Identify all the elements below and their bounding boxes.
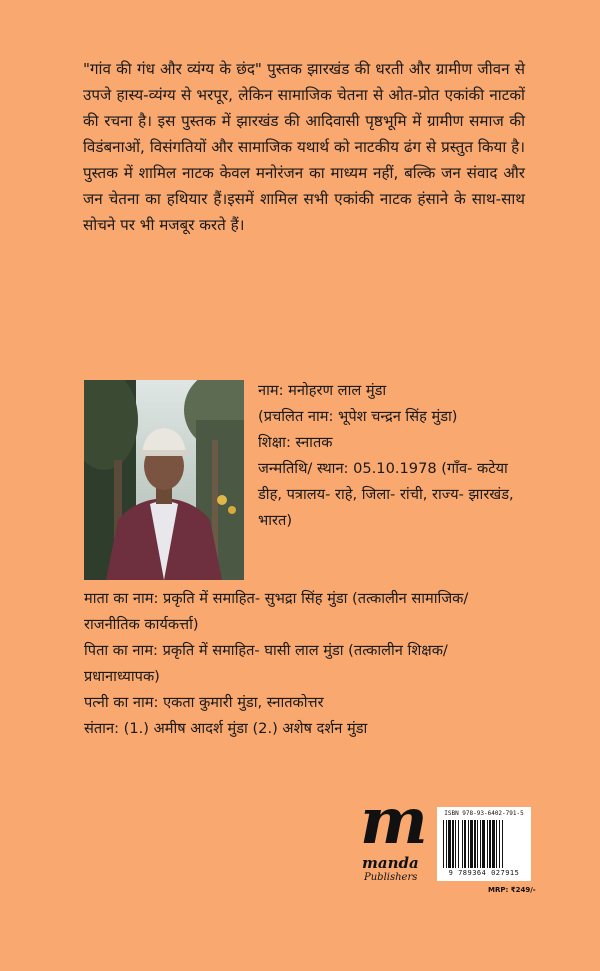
publisher-logo	[350, 784, 430, 890]
author-popular-name: (प्रचलित नाम: भूपेश चन्द्रन सिंह मुंडा)	[258, 408, 458, 425]
barcode-bar	[464, 820, 466, 868]
barcode-bars	[443, 820, 525, 868]
barcode-digits: 9 789364 027915	[448, 869, 520, 877]
author-wife: पत्नी का नाम: एकता कुमारी मुंडा, स्नातकोत्तर	[84, 694, 324, 711]
isbn-barcode	[437, 807, 531, 881]
barcode-bar	[452, 820, 454, 868]
author-mother: माता का नाम: प्रकृति में समाहित- सुभद्रा सिंह मुंडा (तत्कालीन सामाजिक/ राजनीतिक कार्यकर्त्ता)	[84, 590, 469, 633]
barcode-bar	[492, 820, 495, 868]
author-birth: जन्मतिथि/ स्थान: 05.10.1978 (गाँव- कटेया डीह, पत्रालय- राहे, जिला- रांची, राज्य- झारखंड, भारत)	[258, 460, 514, 529]
barcode-bar	[480, 820, 481, 868]
barcode-bar	[489, 820, 491, 868]
barcode-bar	[502, 820, 503, 868]
author-name: नाम: मनोहरण लाल मुंडा	[258, 382, 387, 399]
author-father: पिता का नाम: प्रकृति में समाहित- घासी लाल मुंडा (तत्कालीन शिक्षक/ प्रधानाध्यापक)	[84, 642, 448, 685]
barcode-bar	[470, 820, 473, 868]
barcode-bar	[499, 820, 500, 868]
barcode-bar	[482, 820, 485, 868]
barcode-bar	[477, 820, 478, 868]
isbn-text: ISBN 978-93-6402-791-5	[444, 810, 524, 817]
barcode-bar	[474, 820, 476, 868]
author-bio-top	[258, 378, 528, 534]
barcode-bar	[458, 820, 459, 868]
author-photo	[84, 380, 244, 580]
publisher-logo-letter: m	[360, 784, 428, 859]
barcode-bar	[462, 820, 463, 868]
barcode-bar	[487, 820, 488, 868]
barcode-bar	[468, 820, 469, 868]
author-bio-bottom	[84, 586, 528, 742]
barcode-bar	[496, 820, 497, 868]
author-education: शिक्षा: स्नातक	[258, 434, 333, 451]
barcode-bar	[446, 820, 447, 868]
author-children: संतान: (1.) अमीष आदर्श मुंडा (2.) अशेष दर्शन मुंडा	[84, 720, 368, 737]
price-label: MRP: ₹249/-	[488, 886, 536, 894]
barcode-bar	[443, 820, 444, 868]
book-blurb: "गांव की गंध और व्यंग्य के छंद" पुस्तक झारखंड की धरती और ग्रामीण जीवन से उपजे हास्य-व्यंग्य से भरपूर, लेकिन सामाजिक चेतना से ओत-प्रोत एकांकी नाटकों की रचना है। इस पुस्तक में झारखंड की आदिवासी पृष्ठभूमि में ग्रामीण समाज की विडंबनाओं, विसंगतियों और सामाजिक यथार्थ को नाटकीय ढंग से प्रस्तुत किया है। पुस्तक में शामिल नाटक केवल मनोरंजन का माध्यम नहीं, बल्कि जन संवाद और जन चेतना का हथियार हैं।इसमें शामिल सभी एकांकी नाटक हंसाने के साथ-साथ सोचने पर भी मजबूर करते हैं।	[83, 60, 525, 234]
publisher-sub: Publishers	[364, 872, 418, 883]
publisher-name: manda	[362, 854, 419, 872]
barcode-bar	[455, 820, 456, 868]
barcode-bar	[448, 820, 451, 868]
